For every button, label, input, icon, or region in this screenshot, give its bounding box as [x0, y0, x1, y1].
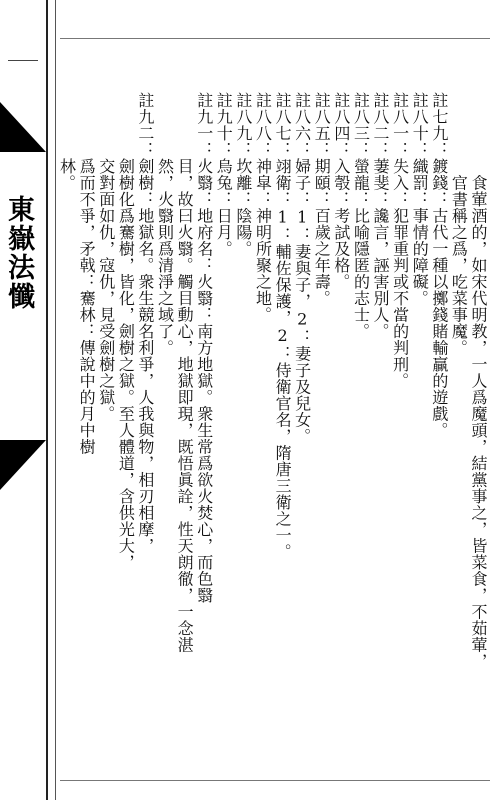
- spine-rule: [8, 60, 38, 61]
- spine-top-wedge: [0, 102, 46, 152]
- note-line: 註八九：坎離：陰陽。: [233, 92, 253, 257]
- note-line: 註八三：螢龍：比喻隱匿的志士。: [351, 92, 371, 340]
- note-line: 註八十：織罰：事情的障礙。: [410, 92, 430, 307]
- top-rule: [60, 38, 490, 39]
- note-line: 爲而不爭，矛戟：騫林：傳說中的月中樹: [77, 92, 97, 455]
- text-column: 食葷酒的，如宋代明教，一人爲魔頭，結黨事之，皆菜食，不茹葷，: [469, 92, 488, 670]
- book-spine: [0, 0, 48, 800]
- book-title: 東嶽法懺: [3, 195, 34, 311]
- note-line: 註九十：烏兔：日月。: [214, 92, 234, 257]
- note-line: 註七九：鍍錢：古代一種以擲錢賭輸贏的遊戲。: [429, 92, 449, 439]
- note-line: 註八四：入彀：考試及格。: [331, 92, 351, 290]
- inner-frame-line: [55, 0, 56, 800]
- spine-bottom-wedge: [0, 440, 46, 490]
- note-line: 目，故曰火翳。觸目動心，地獄即現，既悟眞詮，性天朗徹，一念湛: [175, 92, 195, 653]
- note-line: 註八六：婦子：1：妻與子，2：妻子及兒女。: [292, 92, 312, 445]
- note-line: 註八一：失入：犯罪重判或不當的判刑。: [390, 92, 410, 389]
- note-line: 註八二：萋斐：讒言，誣害別人。: [371, 92, 391, 340]
- note-line: 劍樹化爲騫樹，皆化，劍樹之獄。至人體道，含供光大，: [116, 92, 136, 571]
- bottom-rule: [60, 780, 490, 781]
- note-line: 註九二：劍樹：地獄名。衆生競名利爭，人我與物，相刃相摩，: [135, 92, 155, 554]
- note-line: 註八五：期頤：百歲之年壽。: [312, 92, 332, 307]
- note-line: 交對面如仇，寇仇，見受劍樹之獄。: [96, 92, 116, 422]
- text-column: 官書稱之爲，吃菜事魔。: [449, 92, 469, 356]
- note-line: 註八八：神皐：神明所聚之地。: [253, 92, 273, 323]
- note-line: 註九一：火翳：地府名：火翳：南方地獄。衆生常爲欲火焚心，而色翳: [194, 92, 214, 604]
- note-line: 註八七：翊衛：1：輔佐保護，2：侍衛官名，隋唐三衛之一。: [273, 92, 293, 560]
- note-line: 然，火翳則爲清淨之域了。: [155, 92, 175, 356]
- text-page: [58, 92, 488, 772]
- note-line: 林。: [57, 92, 77, 191]
